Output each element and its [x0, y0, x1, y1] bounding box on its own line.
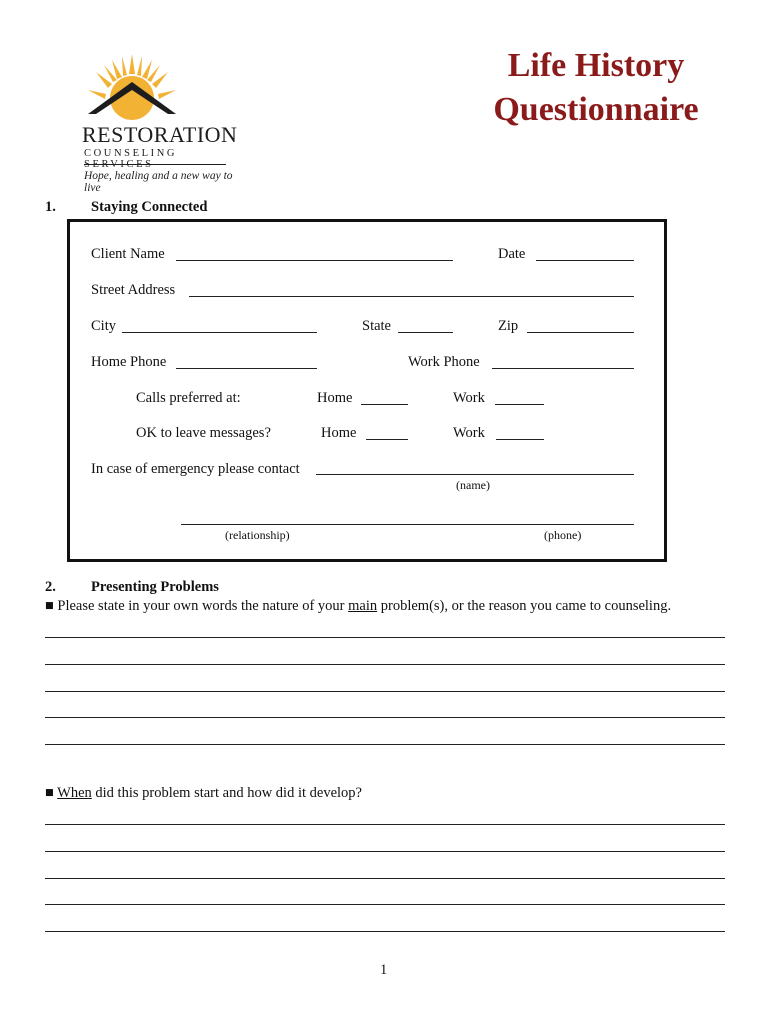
bullet-icon: ■	[45, 598, 54, 614]
question-when-problem	[45, 785, 362, 801]
answer-line[interactable]	[45, 931, 725, 932]
logo-tagline: Hope, healing and a new way to live	[84, 170, 233, 194]
page-title-line2: Questionnaire	[493, 91, 699, 128]
q1-text-post: problem(s), or the reason you came to counseling.	[380, 598, 672, 614]
q1-text-underlined: main	[348, 598, 378, 614]
calls-work-label: Work	[453, 390, 485, 406]
messages-home-field[interactable]	[366, 439, 408, 440]
city-field[interactable]	[122, 332, 317, 333]
answer-line[interactable]	[45, 878, 725, 879]
date-field[interactable]	[536, 260, 634, 261]
work-phone-label: Work Phone	[408, 354, 480, 370]
client-name-field[interactable]	[176, 260, 453, 261]
section1-title: Staying Connected	[91, 199, 208, 215]
calls-home-label: Home	[317, 390, 353, 406]
answer-line[interactable]	[45, 664, 725, 665]
calls-work-field[interactable]	[495, 404, 544, 405]
ok-messages-label: OK to leave messages?	[136, 425, 271, 441]
home-phone-label: Home Phone	[91, 354, 167, 370]
answer-line[interactable]	[45, 904, 725, 905]
section2-number: 2.	[45, 579, 56, 595]
name-caption: (name)	[456, 478, 490, 492]
logo-divider	[84, 164, 226, 165]
logo-name: RESTORATION	[82, 122, 238, 147]
logo	[78, 52, 238, 194]
q2-text-post: did this problem start and how did it develop?	[95, 785, 362, 801]
page-title-line1: Life History	[507, 47, 685, 84]
state-field[interactable]	[398, 332, 453, 333]
calls-home-field[interactable]	[361, 404, 408, 405]
client-name-label: Client Name	[91, 246, 165, 262]
bullet-icon: ■	[45, 785, 54, 801]
q1-text-pre: Please state in your own words the nature of your	[57, 598, 345, 614]
zip-label: Zip	[498, 318, 519, 334]
q2-text-underlined: When	[57, 785, 92, 801]
work-phone-field[interactable]	[492, 368, 634, 369]
logo-subtitle: COUNSELING SERVICES	[84, 148, 178, 170]
emergency-relationship-phone-field[interactable]	[181, 524, 634, 525]
calls-preferred-label: Calls preferred at:	[136, 390, 241, 406]
emergency-name-field[interactable]	[316, 474, 634, 475]
answer-line[interactable]	[45, 691, 725, 692]
emergency-label: In case of emergency please contact	[91, 461, 300, 477]
question-main-problem	[45, 598, 671, 614]
state-label: State	[362, 318, 391, 334]
relationship-caption: (relationship)	[225, 528, 290, 542]
messages-work-field[interactable]	[496, 439, 544, 440]
messages-work-label: Work	[453, 425, 485, 441]
section1-number: 1.	[45, 199, 56, 215]
messages-home-label: Home	[321, 425, 357, 441]
sun-roof-icon	[82, 52, 182, 122]
zip-field[interactable]	[527, 332, 634, 333]
answer-line[interactable]	[45, 744, 725, 745]
answer-line[interactable]	[45, 851, 725, 852]
street-label: Street Address	[91, 282, 176, 298]
home-phone-field[interactable]	[176, 368, 317, 369]
answer-line[interactable]	[45, 637, 725, 638]
phone-caption: (phone)	[544, 528, 582, 542]
answer-line[interactable]	[45, 717, 725, 718]
city-label: City	[91, 318, 116, 334]
section2-title: Presenting Problems	[91, 579, 219, 595]
page-number: 1	[380, 962, 388, 978]
street-field[interactable]	[189, 296, 634, 297]
answer-line[interactable]	[45, 824, 725, 825]
date-label: Date	[498, 246, 526, 262]
